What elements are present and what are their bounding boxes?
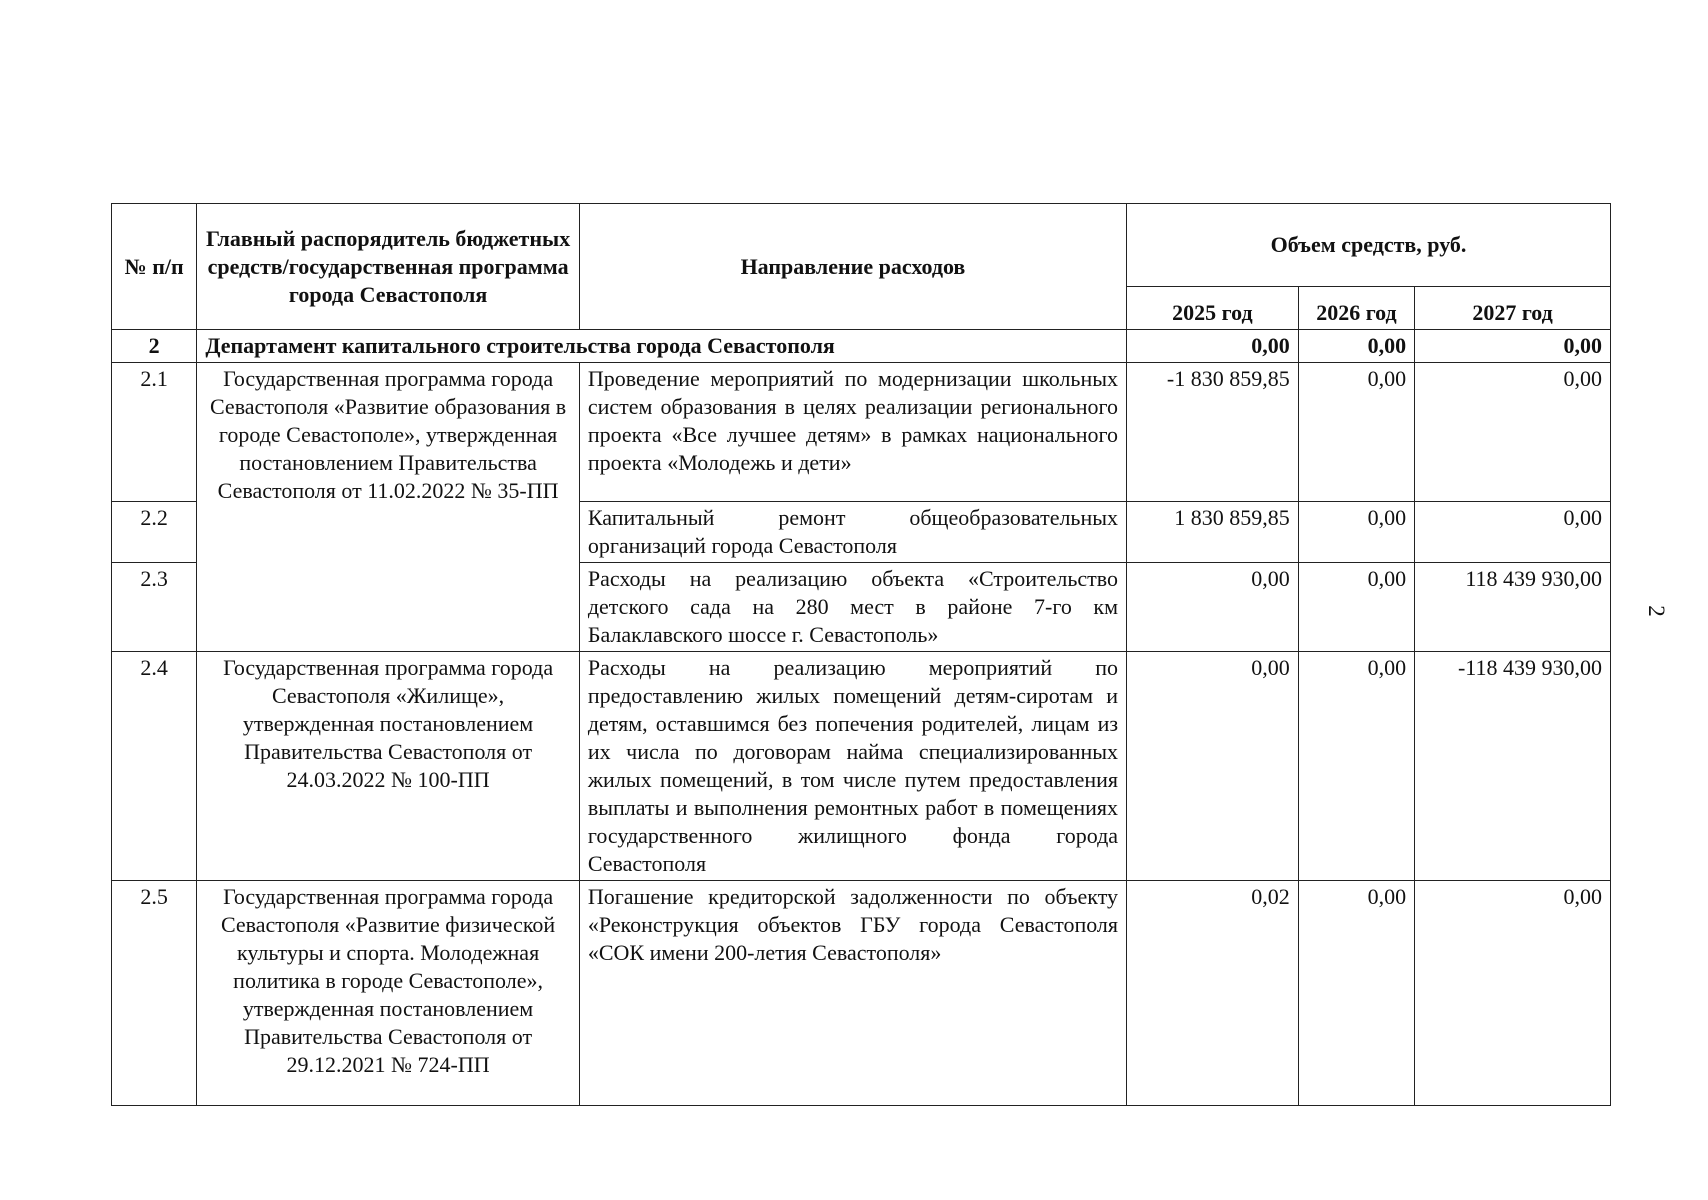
department-value-2026: 0,00 <box>1298 330 1414 363</box>
header-year-2025: 2025 год <box>1127 287 1299 330</box>
table-row <box>112 881 1611 1106</box>
table-row <box>112 652 1611 881</box>
department-name: Департамент капитального строительства города Севастополя <box>197 330 1127 363</box>
row-value-2026: 0,00 <box>1298 652 1414 881</box>
row-value-2027: 0,00 <box>1415 502 1611 563</box>
row-number: 2.3 <box>112 563 197 652</box>
header-number: № п/п <box>112 204 197 330</box>
department-row <box>112 330 1611 363</box>
row-number: 2.4 <box>112 652 197 881</box>
row-value-2025: 0,02 <box>1127 881 1299 1106</box>
row-value-2026: 0,00 <box>1298 502 1414 563</box>
header-distributor: Главный распорядитель бюджетных средств/государственная программа города Севастополя <box>197 204 580 330</box>
row-value-2026: 0,00 <box>1298 563 1414 652</box>
row-value-2026: 0,00 <box>1298 363 1414 502</box>
budget-allocation-table <box>111 203 1611 1106</box>
header-year-2027: 2027 год <box>1415 287 1611 330</box>
program-education: Государственная программа города Севастополя «Развитие образования в городе Севастополе», утвержденная постановлением Правительства Севастополя от 11.02.2022 № 35-ПП <box>197 363 580 652</box>
row-value-2027: 0,00 <box>1415 363 1611 502</box>
row-value-2027: -118 439 930,00 <box>1415 652 1611 881</box>
header-year-2026: 2026 год <box>1298 287 1414 330</box>
row-value-2025: -1 830 859,85 <box>1127 363 1299 502</box>
row-value-2025: 1 830 859,85 <box>1127 502 1299 563</box>
department-number: 2 <box>112 330 197 363</box>
program-sport: Государственная программа города Севастополя «Развитие физической культуры и спорта. Молодежная политика в городе Севастополе», утвержденная постановлением Правительства Севастополя от 29.12.2021 № 724-ПП <box>197 881 580 1106</box>
table-row <box>112 363 1611 502</box>
row-direction: Капитальный ремонт общеобразовательных организаций города Севастополя <box>579 502 1126 563</box>
row-direction: Расходы на реализацию объекта «Строительство детского сада на 280 мест в районе 7-го км Балаклавского шоссе г. Севастополь» <box>579 563 1126 652</box>
department-value-2025: 0,00 <box>1127 330 1299 363</box>
row-direction: Расходы на реализацию мероприятий по предоставлению жилых помещений детям-сиротам и детям, оставшимся без попечения родителей, лицам из их числа по договорам найма специализированных жилых помещений, в том числе путем предоставления выплаты и выполнения ремонтных работ в помещениях государственного жилищного фонда города Севастополя <box>579 652 1126 881</box>
row-number: 2.1 <box>112 363 197 502</box>
header-direction: Направление расходов <box>579 204 1126 330</box>
row-value-2027: 0,00 <box>1415 881 1611 1106</box>
header-volume: Объем средств, руб. <box>1127 204 1611 287</box>
program-housing: Государственная программа города Севастополя «Жилище», утвержденная постановлением Правительства Севастополя от 24.03.2022 № 100-ПП <box>197 652 580 881</box>
row-direction: Погашение кредиторской задолженности по объекту «Реконструкция объектов ГБУ города Севастополя «СОК имени 200-летия Севастополя» <box>579 881 1126 1106</box>
row-number: 2.5 <box>112 881 197 1106</box>
row-value-2025: 0,00 <box>1127 563 1299 652</box>
row-value-2025: 0,00 <box>1127 652 1299 881</box>
page-number: 2 <box>1643 605 1669 617</box>
department-value-2027: 0,00 <box>1415 330 1611 363</box>
row-value-2026: 0,00 <box>1298 881 1414 1106</box>
row-direction: Проведение мероприятий по модернизации школьных систем образования в целях реализации регионального проекта «Все лучшее детям» в рамках национального проекта «Молодежь и дети» <box>579 363 1126 502</box>
row-value-2027: 118 439 930,00 <box>1415 563 1611 652</box>
row-number: 2.2 <box>112 502 197 563</box>
